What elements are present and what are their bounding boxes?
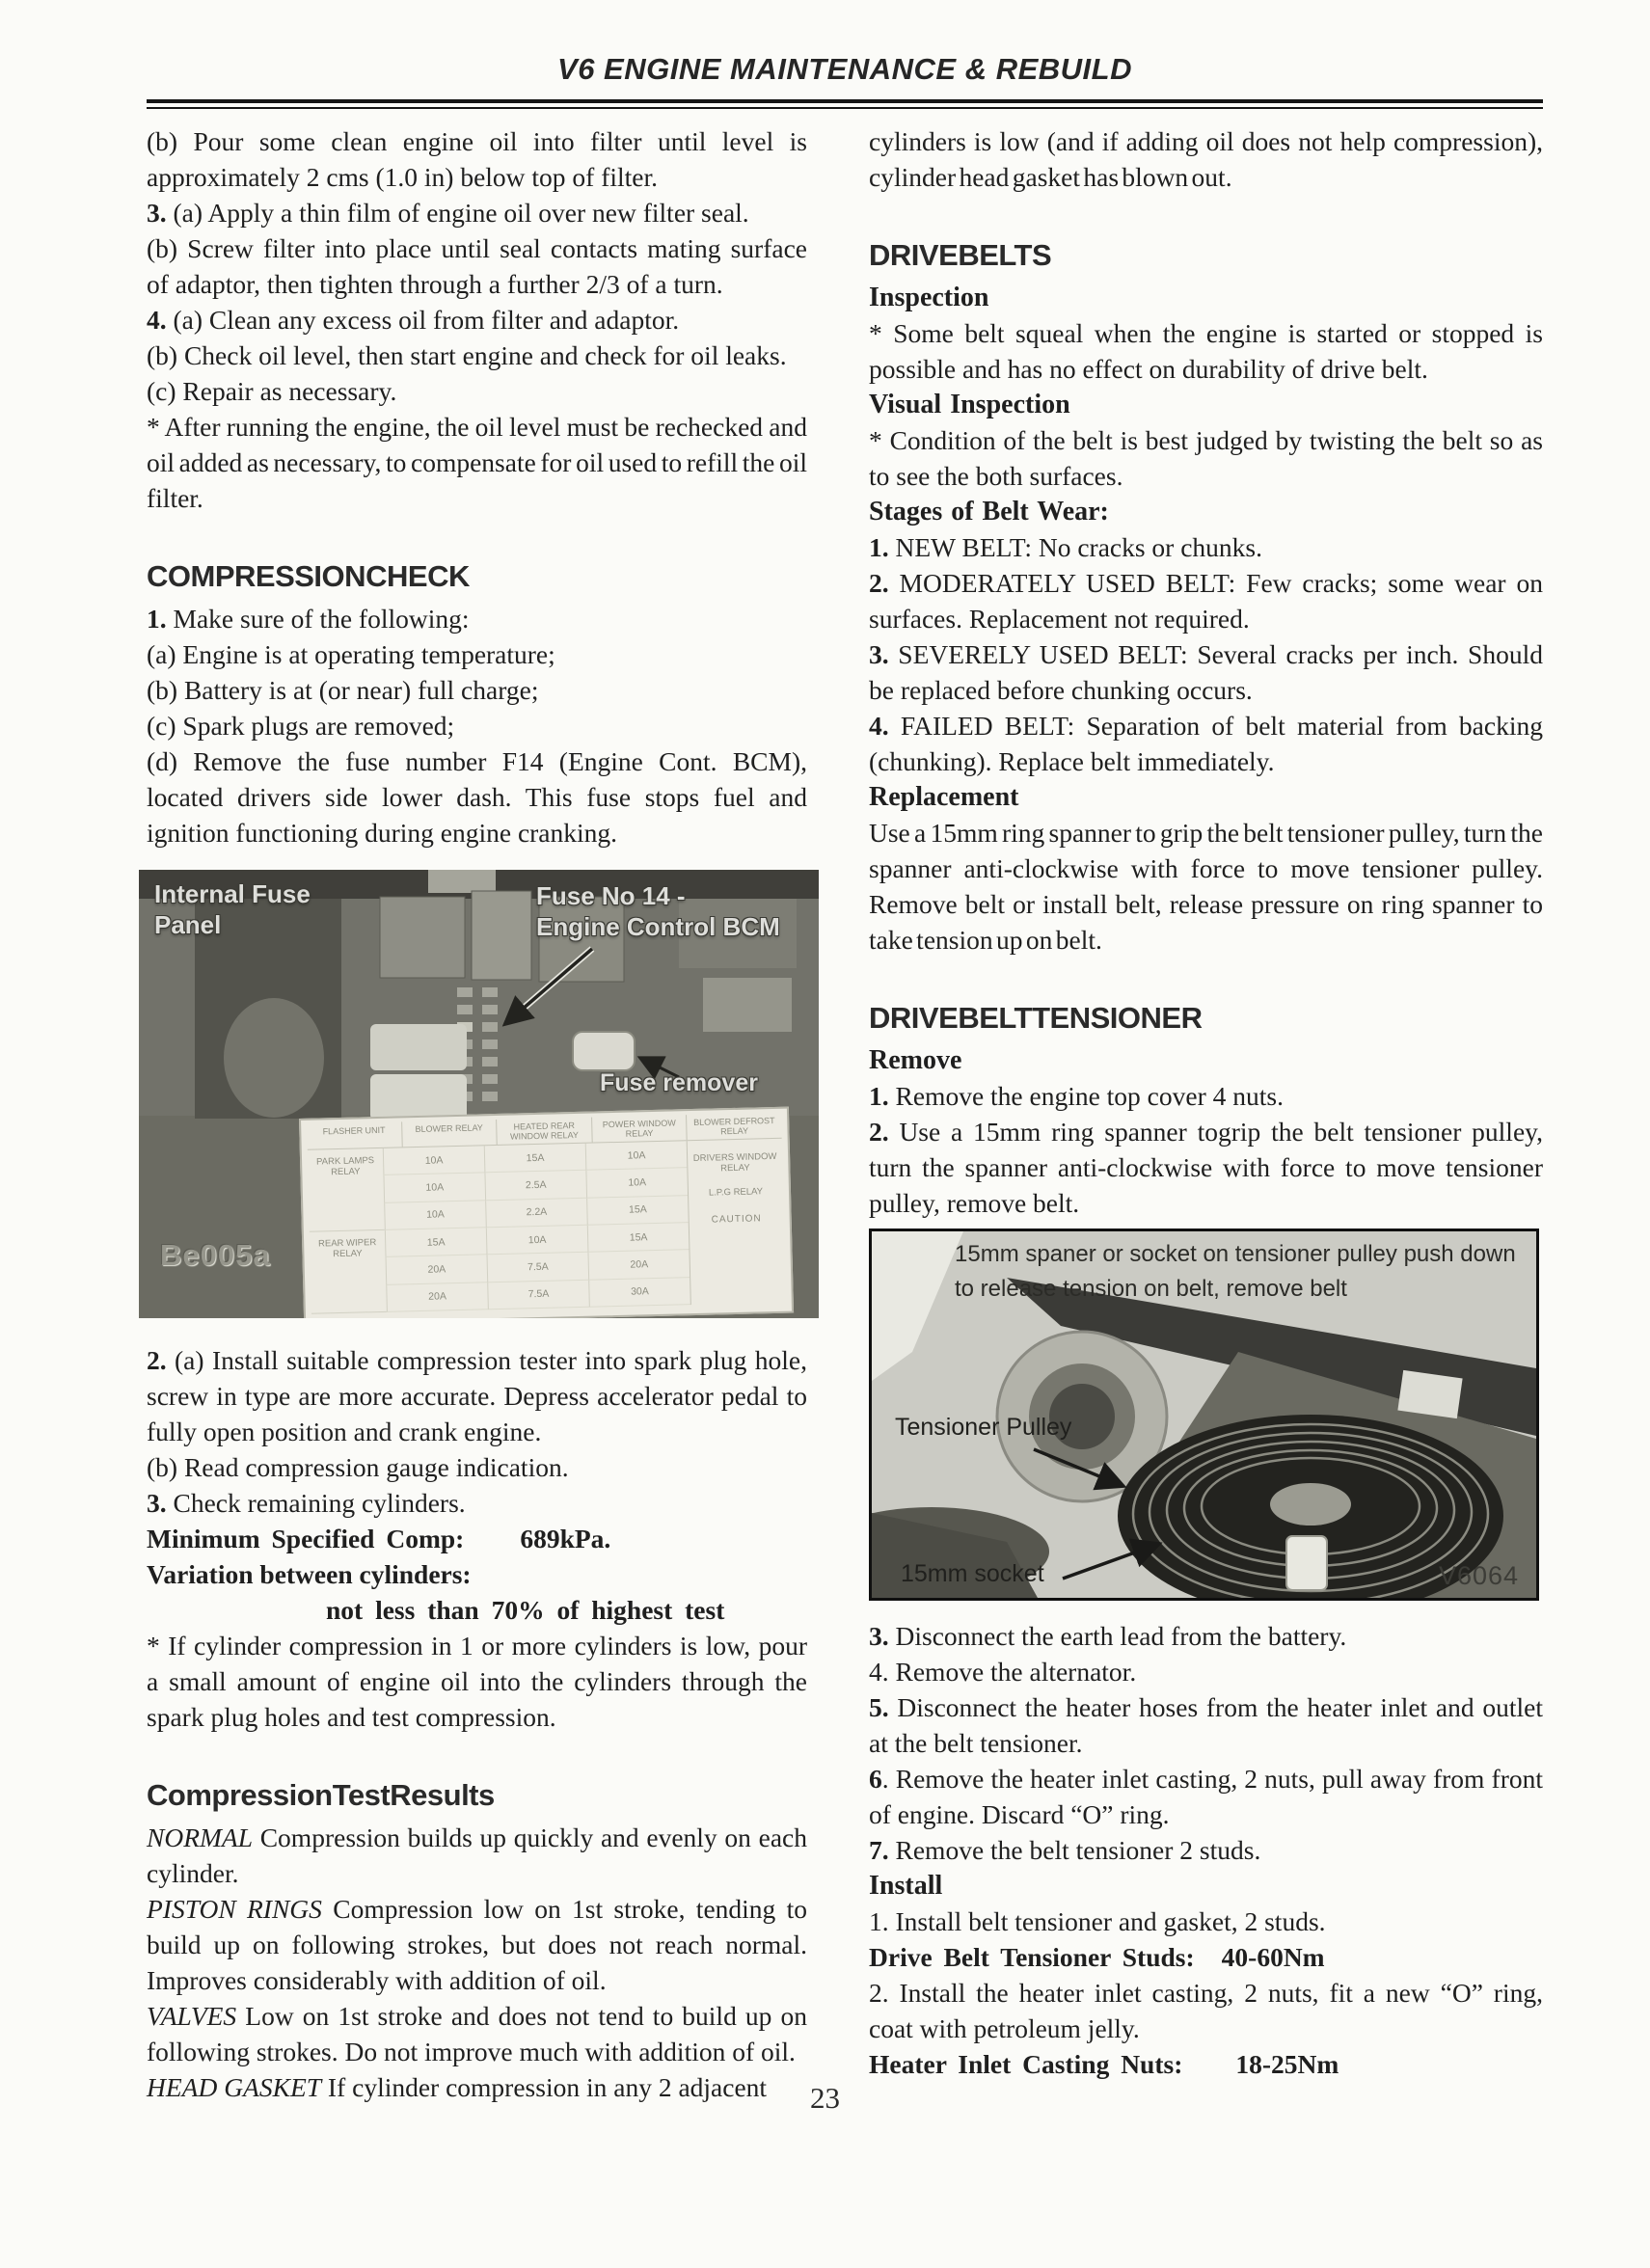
- paragraph: [147, 743, 807, 850]
- text-run: 2. Install the heater inlet casting, 2 nuts, fit a new “O” ring, coat with petroleum jelly.: [869, 1978, 1543, 2043]
- header-rule: [147, 99, 1543, 109]
- fuse-chart-row-label: REAR WIPER RELAY: [310, 1230, 387, 1314]
- text-run: not less than 70% of highest test: [326, 1595, 725, 1625]
- text-run: VALVES: [147, 2001, 237, 2031]
- text-run: 2.: [869, 1117, 889, 1147]
- text-run: 4.: [869, 711, 889, 741]
- fuse-chart-value: 10A: [486, 1226, 588, 1256]
- text-run: (b) Check oil level, then start engine and check for oil leaks.: [147, 340, 787, 370]
- paragraph: [147, 1628, 807, 1735]
- paragraph: [147, 1592, 807, 1628]
- right-column: [869, 123, 1543, 2082]
- paragraph: [147, 1998, 807, 2069]
- paragraph: [869, 1761, 1543, 1832]
- text-run: 4. Remove the alternator.: [869, 1657, 1137, 1687]
- fuse-remover-label: [600, 1068, 758, 1098]
- text-run: (b) Pour some clean engine oil into filter until level is approximately 2 cms (1.0 in) below top of filter.: [147, 126, 807, 192]
- fuse-chart-value: 7.5A: [487, 1280, 589, 1310]
- paragraph: [869, 565, 1543, 636]
- text-run: HEAD GASKET: [147, 2072, 322, 2102]
- text-run: * If cylinder compression in 1 or more cylinders is low, pour a small amount of engine oil into the cylinders through the spark plug holes and test compression.: [147, 1631, 807, 1732]
- text-run: * After running the engine, the oil level must be rechecked and oil added as necessary, to compensate for oil used to refill the oil filter.: [147, 412, 807, 513]
- paragraph: [869, 1832, 1543, 1868]
- sub-heading: Visual Inspection: [869, 390, 1070, 419]
- fuse-chart-header: POWER WINDOW RELAY: [591, 1115, 687, 1142]
- paragraph: [869, 815, 1543, 958]
- text-run: 7.: [869, 1835, 889, 1865]
- paragraph: [869, 422, 1543, 494]
- label-line: Internal Fuse: [154, 879, 311, 908]
- paragraph: [147, 636, 807, 672]
- paragraph: [869, 1975, 1543, 2046]
- text-run: NEW BELT: No cracks or chunks.: [888, 532, 1263, 562]
- fuse-chart-value: 10A: [384, 1201, 486, 1230]
- paragraph: [147, 1485, 807, 1521]
- paragraph: [147, 302, 807, 338]
- fuse-chart-row-labels: [308, 1148, 387, 1314]
- fuse-chart-header: FLASHER UNIT: [322, 1124, 386, 1137]
- fuse-chart-value: 15A: [385, 1228, 487, 1257]
- spec-line: [869, 1939, 1543, 1975]
- text-run: Use a 15mm ring spanner togrip the belt tensioner pulley, turn the spanner anti-clockwise with force to move tensioner pulley, remove belt.: [869, 1117, 1543, 1218]
- fuse-panel-internal-label: [154, 879, 311, 940]
- paragraph: [869, 1114, 1543, 1221]
- paragraph: [147, 1820, 807, 1891]
- fuse-chart-side: [687, 1139, 786, 1305]
- label-line: Engine Control BCM: [536, 911, 780, 941]
- sub-heading: Install: [869, 1871, 943, 1901]
- photo-code: V6064: [1439, 1561, 1520, 1590]
- photo-code: Be005a: [160, 1238, 271, 1272]
- text-run: 6: [869, 1764, 882, 1794]
- text-run: Variation between cylinders:: [147, 1559, 472, 1589]
- paragraph: [147, 409, 807, 516]
- text-run: 1. Install belt tensioner and gasket, 2 studs.: [869, 1906, 1326, 1936]
- text-run: 3.: [147, 198, 167, 228]
- label-line: Panel: [154, 909, 222, 939]
- paragraph: [147, 195, 807, 230]
- spec-value: 40-60Nm: [1221, 1942, 1325, 1972]
- fuse-chart-header: BLOWER DEFROST RELAY: [686, 1113, 781, 1140]
- spec-label: Minimum Specified Comp:: [147, 1524, 465, 1553]
- text-run: Remove the engine top cover 4 nuts.: [888, 1081, 1284, 1111]
- sub-heading: Inspection: [869, 283, 989, 312]
- fuse-chart-value: 15A: [484, 1144, 586, 1174]
- paragraph: [869, 123, 1543, 195]
- text-run: Compression low on 1st stroke, tending to build up on following strokes, but does not reach normal. Improves considerably with addition of oil.: [147, 1894, 807, 1995]
- spec-value: 689kPa.: [520, 1524, 611, 1553]
- page-title: V6 ENGINE MAINTENANCE & REBUILD: [557, 52, 1132, 86]
- page-number: 23: [810, 2081, 840, 2115]
- fuse-chart-value: 10A: [585, 1141, 688, 1171]
- fuse-chart-value: 30A: [588, 1278, 690, 1308]
- paragraph: [147, 672, 807, 708]
- fuse-chart-value: 7.5A: [487, 1253, 589, 1282]
- paragraph: [147, 230, 807, 302]
- text-run: Disconnect the earth lead from the battery.: [888, 1621, 1347, 1651]
- section-heading: COMPRESSION CHECK: [147, 559, 470, 593]
- spec-label: Heater Inlet Casting Nuts:: [869, 2049, 1183, 2079]
- fuse-chart-values: [383, 1141, 690, 1312]
- paragraph: [147, 373, 807, 409]
- text-run: cylinders is low (and if adding oil does not help compression), cylinder head gasket has blown out.: [869, 126, 1543, 192]
- text-run: (a) Apply a thin film of engine oil over new filter seal.: [166, 198, 749, 228]
- fuse-chart-value: 10A: [585, 1169, 688, 1199]
- text-run: Remove the belt tensioner 2 studs.: [888, 1835, 1261, 1865]
- paragraph: [869, 1618, 1543, 1654]
- fuse-chart-value: 2.2A: [485, 1198, 587, 1228]
- fuse-chart-value: 20A: [587, 1250, 690, 1280]
- text-run: Make sure of the following:: [166, 604, 470, 634]
- fuse-chart-value: 15A: [587, 1223, 690, 1253]
- text-run: 3.: [147, 1488, 167, 1518]
- text-run: (c) Repair as necessary.: [147, 376, 397, 406]
- text-run: (a) Install suitable compression tester into spark plug hole, screw in type are more accurate. Depress accelerator pedal to fully open position and crank engine.: [147, 1345, 807, 1446]
- fuse-chart-caution: CAUTION: [711, 1213, 762, 1226]
- text-run: (c) Spark plugs are removed;: [147, 711, 455, 741]
- text-run: * Condition of the belt is best judged by twisting the belt so as to see the both surfaces.: [869, 425, 1543, 491]
- tensioner-pulley-label: Tensioner Pulley: [895, 1414, 1072, 1441]
- paragraph: [147, 1891, 807, 1998]
- section-heading: Compression Test Results: [147, 1778, 495, 1812]
- text-run: Use a 15mm ring spanner to grip the belt tensioner pulley, turn the spanner anti-clockwise with force to move tensioner pulley. Remove belt or install belt, release pressure on ring spanner to take tension up on belt.: [869, 818, 1543, 955]
- fuse-chart-row-label: PARK LAMPS RELAY: [308, 1148, 385, 1232]
- text-run: (b) Battery is at (or near) full charge;: [147, 675, 539, 705]
- fuse-chart-value: 2.5A: [484, 1171, 586, 1201]
- text-run: (a) Clean any excess oil from filter and adaptor.: [166, 305, 680, 335]
- figure-belt-tensioner-photo: [869, 1228, 1539, 1601]
- text-run: 1.: [869, 532, 889, 562]
- text-run: Low on 1st stroke and does not tend to build up on following strokes. Do not improve much with addition of oil.: [147, 2001, 807, 2066]
- fuse-chart-value: 15A: [586, 1196, 689, 1226]
- caption-line: 15mm spaner or socket on tensioner pulley push down: [955, 1241, 1516, 1267]
- text-run: NORMAL: [147, 1822, 253, 1852]
- fuse-chart-body: [308, 1139, 786, 1314]
- text-run: MODERATELY USED BELT: Few cracks; some wear on surfaces. Replacement not required.: [869, 568, 1543, 634]
- fuse-chart-value: 20A: [386, 1256, 488, 1285]
- socket-label: 15mm socket: [901, 1560, 1044, 1587]
- text-run: 4.: [147, 305, 167, 335]
- paragraph: [147, 123, 807, 195]
- page-header: [147, 0, 1543, 109]
- sub-heading: Replacement: [869, 782, 1019, 812]
- text-run: If cylinder compression in any 2 adjacent: [321, 2072, 768, 2102]
- text-run: 2.: [147, 1345, 167, 1375]
- text-run: . Remove the heater inlet casting, 2 nuts, pull away from front of engine. Discard “O” ring.: [869, 1764, 1543, 1829]
- spec-line: [869, 2046, 1543, 2082]
- paragraph: [869, 529, 1543, 565]
- caption-line: to release tension on belt, remove belt: [955, 1276, 1347, 1302]
- text-run: 3.: [869, 1621, 889, 1651]
- fuse-chart-side-label: DRIVERS WINDOW RELAY: [692, 1150, 777, 1174]
- text-run: 3.: [869, 639, 889, 669]
- section-heading: DRIVE BELT TENSIONER: [869, 1001, 1203, 1035]
- paragraph: [869, 636, 1543, 708]
- paragraph: [147, 708, 807, 743]
- fuse-chart-header: HEATED REAR WINDOW RELAY: [496, 1118, 591, 1145]
- text-run: Check remaining cylinders.: [166, 1488, 466, 1518]
- fuse-no-14-label: [536, 881, 780, 942]
- label-line: Fuse No 14 -: [536, 881, 686, 910]
- fuse-chart-value: 10A: [383, 1146, 485, 1175]
- text-run: 2.: [869, 568, 889, 598]
- figure-fuse-panel-photo: [139, 870, 819, 1318]
- spec-line: [147, 1521, 807, 1556]
- text-run: (b) Read compression gauge indication.: [147, 1452, 569, 1482]
- fuse-chart-value: 20A: [386, 1282, 488, 1312]
- paragraph: [147, 1449, 807, 1485]
- text-run: 1.: [147, 604, 167, 634]
- text-run: 5.: [869, 1692, 889, 1722]
- paragraph: [147, 338, 807, 373]
- fuse-chart-value: 10A: [383, 1174, 485, 1203]
- text-run: (d) Remove the fuse number F14 (Engine Cont. BCM), located drivers side lower dash. This fuse stops fuel and ignition functioning during engine cranking.: [147, 746, 807, 848]
- paragraph: [869, 1078, 1543, 1114]
- text-run: Disconnect the heater hoses from the heater inlet and outlet at the belt tensioner.: [869, 1692, 1543, 1758]
- paragraph: [147, 1342, 807, 1449]
- spec-value: 18-25Nm: [1235, 2049, 1339, 2079]
- sub-heading: Remove: [869, 1045, 962, 1075]
- paragraph: [869, 1904, 1543, 1939]
- paragraph: [869, 708, 1543, 779]
- paragraph: [869, 1689, 1543, 1761]
- text-run: (a) Engine is at operating temperature;: [147, 639, 555, 669]
- section-heading: DRIVE BELTS: [869, 238, 1052, 272]
- fuse-chart-header: BLOWER RELAY: [401, 1120, 497, 1147]
- paragraph: [147, 1556, 807, 1592]
- text-run: FAILED BELT: Separation of belt material from backing (chunking). Replace belt immediately.: [869, 711, 1543, 776]
- text-run: (b) Screw filter into place until seal contacts mating surface of adaptor, then tighten through a further 2/3 of a turn.: [147, 233, 807, 299]
- paragraph: [869, 315, 1543, 387]
- text-run: * Some belt squeal when the engine is started or stopped is possible and has no effect on durability of drive belt.: [869, 318, 1543, 384]
- fuse-chart-side-label: L.P.G RELAY: [708, 1186, 764, 1199]
- two-column-layout: [147, 123, 1543, 2105]
- text-run: PISTON RINGS: [147, 1894, 322, 1924]
- text-run: SEVERELY USED BELT: Several cracks per inch. Should be replaced before chunking occurs.: [869, 639, 1543, 705]
- tensioner-caption: [955, 1237, 1533, 1307]
- text-run: Compression builds up quickly and evenly on each cylinder.: [147, 1822, 807, 1888]
- paragraph: [147, 601, 807, 636]
- sub-heading: Stages of Belt Wear:: [869, 497, 1109, 526]
- fuse-chart-card: [299, 1107, 794, 1318]
- text-run: 1.: [869, 1081, 889, 1111]
- left-column: [147, 123, 807, 2105]
- spec-label: Drive Belt Tensioner Studs:: [869, 1942, 1195, 1972]
- label-line: Fuse remover: [600, 1069, 758, 1096]
- paragraph: [869, 1654, 1543, 1689]
